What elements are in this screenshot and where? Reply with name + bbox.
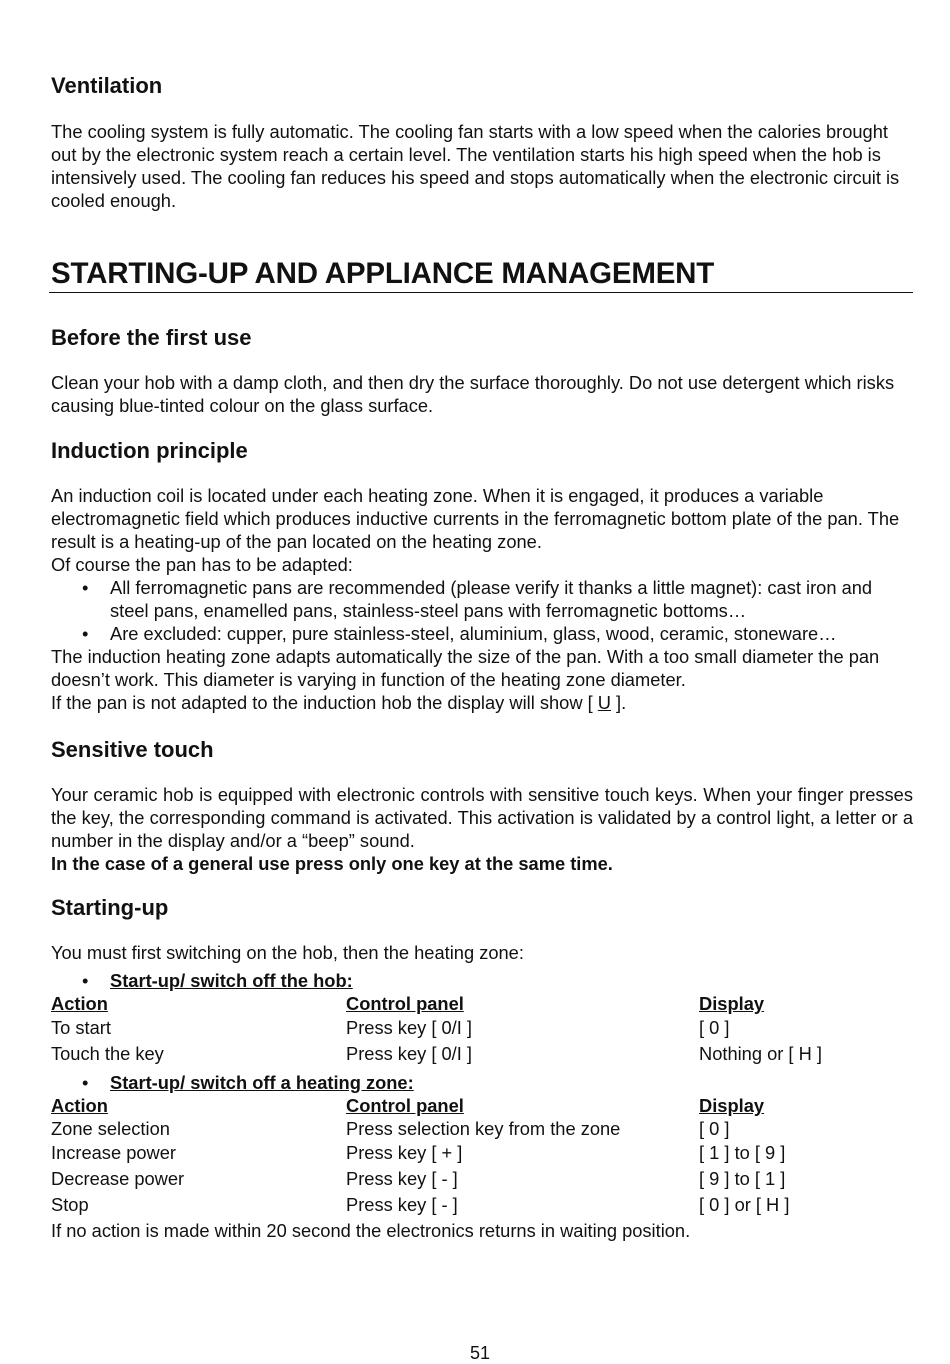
sensitive-touch-note: In the case of a general use press only one key at the same time.: [51, 853, 613, 874]
main-title: STARTING-UP AND APPLIANCE MANAGEMENT: [51, 257, 715, 290]
induction-adapted: Of course the pan has to be adapted:: [51, 554, 353, 575]
ventilation-heading: Ventilation: [51, 73, 163, 98]
bullet-icon: •: [82, 577, 89, 598]
pan-recommended-text: All ferromagnetic pans are recommended (please verify it thanks a little magnet): cast iron and steel pans, enamelled pans, stainless-steel pans with ferromagnetic bottoms…: [110, 577, 873, 621]
list-item: [51, 576, 913, 622]
control-panel-cell: Press key [ - ]: [346, 1194, 458, 1215]
action-cell: Decrease power: [51, 1168, 185, 1189]
action-cell: To start: [51, 1017, 111, 1038]
induction-display-note: [51, 691, 913, 714]
bullet-icon: •: [82, 623, 89, 644]
action-cell: Zone selection: [51, 1118, 170, 1139]
display-cell: [ 0 ]: [699, 1017, 730, 1038]
table-row: [51, 1117, 913, 1140]
col-display-header: Display: [699, 993, 765, 1014]
page-number: 51: [469, 1343, 491, 1363]
control-panel-cell: Press key [ 0/I ]: [346, 1043, 472, 1064]
col-action-header: Action: [51, 993, 108, 1014]
title-underline: [49, 292, 913, 293]
induction-section: [51, 484, 913, 714]
induction-intro: An induction coil is located under each heating zone. When it is engaged, it produces a variable electromagnetic field which produces inductive currents in the ferromagnetic bottom plate of the pan. The result is a heating-up of the pan located on the heating zone.: [51, 485, 900, 552]
display-cell: [ 0 ] or [ H ]: [699, 1194, 790, 1215]
table-row: [51, 1015, 913, 1041]
pan-excluded-text: Are excluded: cupper, pure stainless-steel, aluminium, glass, wood, ceramic, stoneware…: [110, 623, 837, 644]
action-cell: Stop: [51, 1194, 89, 1215]
display-note-post: ].: [610, 692, 627, 713]
table-row: [51, 1041, 913, 1067]
bullet-icon: •: [82, 970, 89, 991]
table-row: [51, 1192, 913, 1218]
sensitive-touch-heading: Sensitive touch: [51, 737, 214, 762]
col-action-header: Action: [51, 1095, 108, 1116]
zone-control-table: [51, 1094, 913, 1218]
control-panel-cell: Press key [ 0/I ]: [346, 1017, 472, 1038]
before-first-use-heading: Before the first use: [51, 325, 252, 350]
display-note-pre: If the pan is not adapted to the induction hob the display will show [: [51, 692, 598, 713]
hob-control-table: [51, 992, 913, 1067]
bullet-icon: •: [82, 1072, 89, 1093]
table-header-row: [51, 992, 913, 1015]
induction-heading: Induction principle: [51, 438, 248, 463]
control-panel-cell: Press selection key from the zone: [346, 1118, 621, 1139]
sensitive-touch-body: Your ceramic hob is equipped with electronic controls with sensitive touch keys. When your finger presses the key, the corresponding command is activated. This activation is validated by a control light, a letter or a number in the display and/or a “beep” sound.: [51, 784, 913, 851]
hob-subheading-label: Start-up/ switch off the hob:: [110, 970, 353, 991]
table-row: [51, 1166, 913, 1192]
col-control-panel-header: Control panel: [346, 993, 464, 1014]
sensitive-touch-section: [51, 783, 913, 875]
col-display-header: Display: [699, 1095, 765, 1116]
control-panel-cell: Press key [ + ]: [346, 1142, 463, 1163]
display-cell: [ 1 ] to [ 9 ]: [699, 1142, 786, 1163]
display-cell: [ 9 ] to [ 1 ]: [699, 1168, 786, 1189]
before-first-use-body: Clean your hob with a damp cloth, and then dry the surface thoroughly. Do not use detergent which risks causing blue-tinted colour on the glass surface.: [51, 372, 895, 416]
action-cell: Increase power: [51, 1142, 176, 1163]
starting-up-footer-note: If no action is made within 20 second the electronics returns in waiting position.: [51, 1220, 691, 1241]
table-header-row: [51, 1094, 913, 1117]
control-panel-cell: Press key [ - ]: [346, 1168, 458, 1189]
starting-up-heading: Starting-up: [51, 895, 169, 920]
action-cell: Touch the key: [51, 1043, 164, 1064]
table-row: [51, 1140, 913, 1166]
induction-adapts: The induction heating zone adapts automatically the size of the pan. With a too small diameter the pan doesn’t work. This diameter is varying in function of the heating zone diameter.: [51, 646, 880, 690]
zone-subheading-label: Start-up/ switch off a heating zone:: [110, 1072, 414, 1093]
starting-up-intro: You must first switching on the hob, then the heating zone:: [51, 942, 524, 963]
ventilation-body: The cooling system is fully automatic. The cooling fan starts with a low speed when the calories brought out by the electronic system reach a certain level. The ventilation starts his high speed when the hob is intensively used. The cooling fan reduces his speed and stops automatically when the electronic circuit is cooled enough.: [51, 121, 900, 211]
display-cell: [ 0 ]: [699, 1118, 730, 1139]
list-item: [51, 622, 913, 645]
col-control-panel-header: Control panel: [346, 1095, 464, 1116]
display-cell: Nothing or [ H ]: [699, 1043, 822, 1064]
display-code: U: [597, 692, 611, 713]
